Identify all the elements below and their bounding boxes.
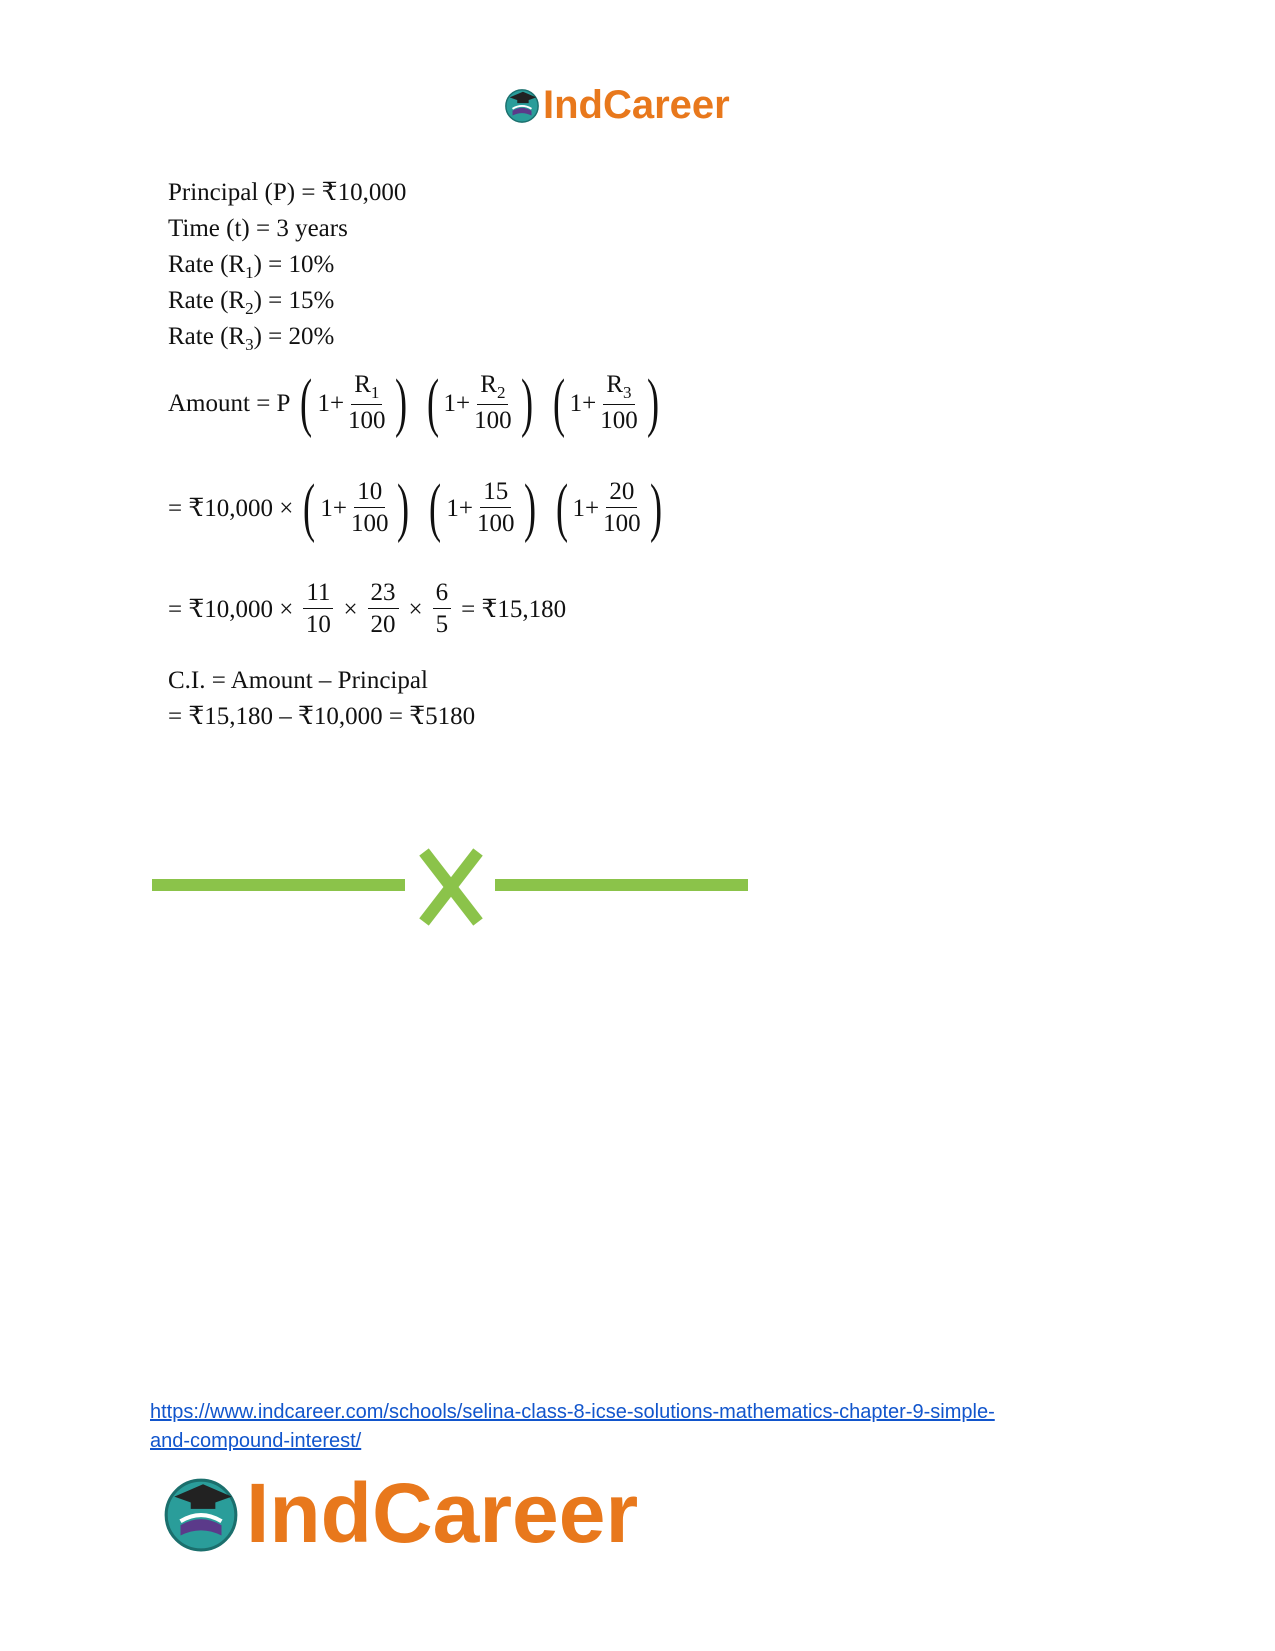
graduation-globe-icon: [160, 1472, 242, 1554]
given-rate-3: Rate $(R_3) = 20\%$: [168, 323, 335, 354]
ci-calculation: = ₹15,180 – ₹10,000 = ₹5180: [168, 703, 476, 730]
given-rate-1: Rate $(R_1) = 10\%$: [168, 251, 335, 282]
substitution-step: = ₹10,000 × ( 1 + $\frac{10}{100}$ ) ( 1 + $\frac{15}{100}$ ) ( 1 + $\frac{20}{100}$ ): [168, 471, 662, 544]
footer-brand-wordmark: IndCareer: [246, 1466, 639, 1560]
given-principal: Principal (P) = ₹10,000: [168, 179, 407, 206]
amount-formula: Amount = P ( 1 + $\frac{R_1}{100}$ ) ( 1 + $\frac{R_2}{100}$ ) ( 1 + $\frac{R_3}{100}$ ): [168, 366, 659, 439]
header-logo: [503, 80, 730, 130]
given-time: Time (t) = 3 years: [168, 215, 348, 242]
cross-divider-icon: [152, 848, 752, 928]
source-url-link[interactable]: https://www.indcareer.com/schools/selina-class-8-icse-solutions-mathematics-chapter-9-simple- and-compound-interest/: [150, 1401, 995, 1452]
graduation-globe-icon: [503, 86, 541, 124]
footer-logo: [160, 1468, 638, 1558]
brand-wordmark: IndCareer: [543, 83, 730, 127]
simplified-step: = ₹10,000 × $\frac{11}{10}$ × $\frac{23}{20}$ × $\frac{6}{5}$ = ₹15,180: [168, 579, 567, 639]
ci-definition: C.I. = Amount – Principal: [168, 667, 428, 694]
given-rate-2: Rate $(R_2) = 15\%$: [168, 287, 335, 318]
